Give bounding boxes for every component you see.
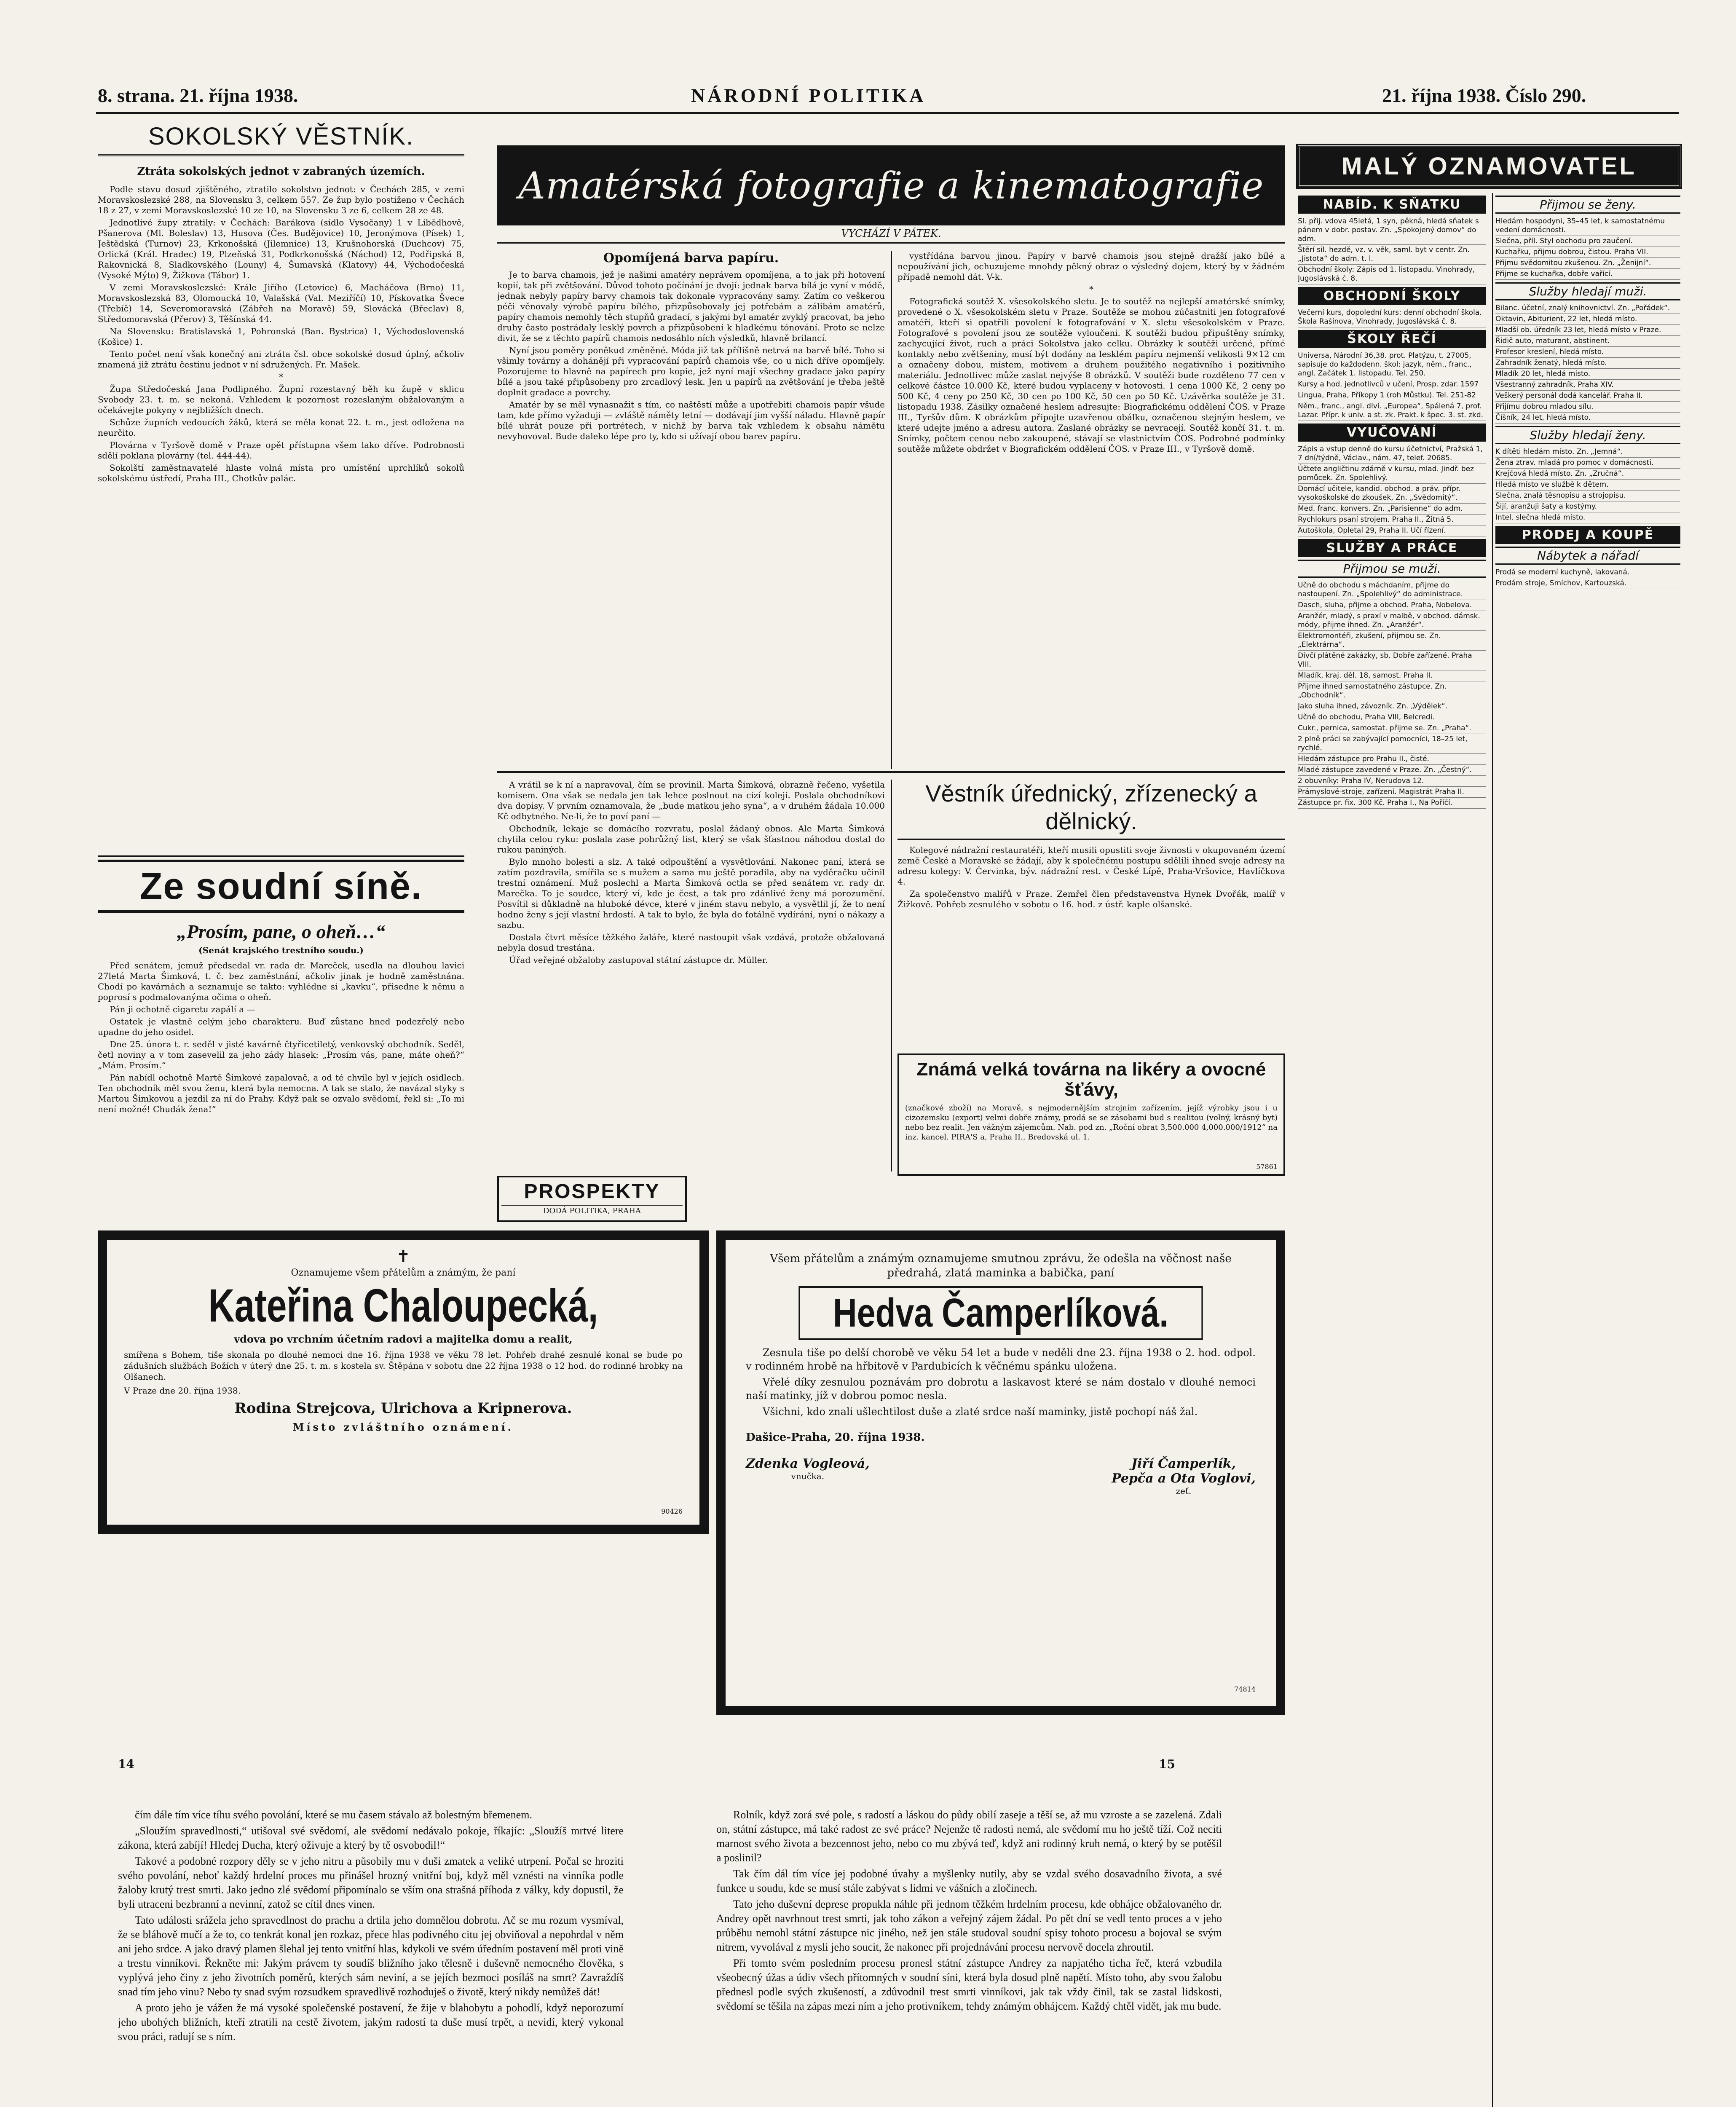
maly-section-heading: OBCHODNÍ ŠKOLY	[1298, 287, 1486, 305]
court-section	[98, 860, 464, 1171]
classified-ad: Hledá místo ve službě k dětem.	[1495, 480, 1680, 491]
obit1-name: Kateřina Chaloupecká,	[208, 1280, 598, 1332]
maly-subheading: Přijmou se muži.	[1298, 560, 1486, 578]
court-body	[98, 960, 464, 1167]
classified-ad: K dítěti hledám místo. Zn. „Jemná“.	[1495, 447, 1680, 458]
obit2-sign-right	[1112, 1456, 1256, 1496]
obit2-signatures	[746, 1456, 1256, 1496]
photo-banner-title: Amatérská fotografie a kinematografie	[518, 164, 1264, 207]
novel-page-number-right: 15	[1159, 1757, 1175, 1771]
classified-ad: Něm., franc., angl. dlví. „Europea“, Spálená 7, prof. Lazar. Přípr. k univ. a st. zk. Prakt. k špec. 3. st. zkd.	[1298, 401, 1486, 421]
photo-paragraph: Amatér by se měl vynasnažit s tím, co naštěstí může a upotřebiti chamois papír všude tam, kde přímo vyžaduji — zvláště náměty letní — dodávají jim vyšší náladu. Hlavně papír bílé uhrát pouze při portrétech, v nichž by barva tak vzhledem k obsahu námětu nevyhovoval. Bude daleko lépe pro ty, kdo si užívají obou barev papíru.	[497, 399, 885, 441]
photo-article-title: Opomíjená barva papíru.	[603, 251, 779, 265]
classified-ad: Veškerý personál dodá kancelář. Praha II.	[1495, 391, 1680, 402]
photo-paragraph: Je to barva chamois, jež je našimi amatéry neprávem opomíjena, a to jak při hotovení kopií, tak při zvětšování. Důvod tohoto počínání je dvojí: jednak barva bílá je vyní v módě, jednak nebyly papíry barvy chamois tak dokonale vypracovány samy. Zatím co veškerou péči věnovaly výrobě papíru bílého, přizpůsobovaly jej potřebám a zálibám amatérů, papíry chamois nemohly těch stupňů gradací, s jakými byl amatér zvyklý pracovat, ba jeho druhy často postrádaly lesklý povrch a přizpůsobení k hladkému tónování. Proto se nelze divit, že se z těchto papírů chamois nedosáhlo ních výsledků, hlavně brilancí.	[497, 270, 885, 343]
classified-ad: Zápis a vstup denně do kursu účetnictví, Pražská 1, 7 dní/týdně, Václav., nám. 47, telef. 20685.	[1298, 444, 1486, 464]
sokol-paragraph: Plovárna v Tyršově domě v Praze opět přístupna všem lako dříve. Podrobnosti sdělí poklana plovárny (tel. 444-44).	[98, 440, 464, 461]
classified-ad: Prodám stroje, Smíchov, Kartouzská.	[1495, 578, 1680, 589]
classified-ad: Slečna, příl. Styl obchodu pro zaučení.	[1495, 236, 1680, 247]
obit2-sign-right-name2: Pepča a Ota Voglovi,	[1112, 1471, 1256, 1486]
novel-paragraph: Tato události srážela jeho spravedlnost do prachu a drtila jeho domnělou dobrotu. Ač se mu rozum vysmíval, že se bláhově mučí a že to, co tenkrát konal jen rozkaz, přece hlas podivného citu jej obviňoval a nepohrdal v něm ani jeho srdce. A jako dravý plamen šlehal jej tento vnitřní hlas, kdykoli ve svém úředním postavení měl proti vině a trestu vinníkovi. Řekněte mi: Jakým právem ty soudíš bližního jako tělesně i duševně nemocného člověka, s vyplývá jeho činy z jeho životních poměrů, kterých sám neviní, a se jejích bezmoci posíláš na smrt? Zavraždíš snad tím jeho vinu? Nebo ty snad svým rozsudkem spravedlivě rozhoduješ o životě, který nikdy nemůžeš dát!	[118, 1914, 624, 1998]
maly-subheading: Nábytek a nářadí	[1495, 547, 1680, 565]
vestnik-body	[897, 845, 1285, 1022]
classified-ad: Cukr., pernica, samostat. přijme se. Zn. „Praha“.	[1298, 723, 1486, 734]
classified-ad: Mladé zástupce zavedené v Praze. Zn. „Čestný“.	[1298, 765, 1486, 776]
maly-title: MALÝ OZNAMOVATEL	[1298, 145, 1680, 187]
sokol-body	[98, 184, 464, 783]
classified-ad: Mladší ob. úředník 23 let, hledá místo v Praze.	[1495, 325, 1680, 336]
obituary-chaloupecka	[98, 1230, 709, 1534]
photo-col-right	[897, 251, 1285, 765]
vestnik-section	[897, 780, 1285, 1049]
obituary-camperlikova	[716, 1230, 1285, 1715]
sokol-paragraph: Sokolští zaměstnavatelé hlaste volná místa pro umístění uprchlíků sokolů sokolskému ústředí, Praha III., Chotkův palác.	[98, 463, 464, 483]
classified-ad: Přijme ihned samostatného zástupce. Zn. „Obchodník“.	[1298, 681, 1486, 701]
maly-column-a	[1298, 193, 1486, 2107]
obit2-text1: Zesnula tiše po delší chorobě ve věku 54 let a bude v neděli dne 23. října 1938 o 2. hod. odpol. v rodinném hrobě na hřbitově v Pardubicích k věčnému spánku uložena.	[746, 1347, 1256, 1372]
obit2-sign-left-role: vnučka.	[791, 1471, 825, 1481]
obit2-sign-left	[746, 1456, 870, 1496]
maly-subheading: Služby hledají ženy.	[1495, 426, 1680, 444]
obit2-text3: Všichni, kdo znali ušlechtilost duše a zlaté srdce naší maminky, jistě pochopí náš žal.	[763, 1406, 1198, 1418]
court-paragraph: Pán ji ochotně cigaretu zapálí a —	[110, 1004, 255, 1014]
obit1-footer: Místo zvláštního oznámení.	[292, 1421, 514, 1433]
sokol-paragraph: Tento počet není však konečný ani ztráta čsl. obce sokolské dosud úplný, ačkoliv znamená již ztrátu čestinu jednot v ní sdružených. Fr. Mašek.	[98, 349, 464, 370]
maly-column-b	[1492, 193, 1680, 2107]
classified-ad: Přijme se kuchařka, dobře vařící.	[1495, 269, 1680, 280]
court-paragraph: Před senátem, jemuž předsedal vr. rada dr. Mareček, usedla na dlouhou lavici 27letá Marta Šimková, t. č. bez zaměstnání, ačkoliv jinak je hodně zaměstnána. Chodí po kavárnách a seznamuje se takto: vyhlédne si „kavku“, přisedne k němu a poprosí s podmalovanýma očima o oheň.	[98, 960, 464, 1002]
classified-ad: Aranžér, mladý, s praxí v malbě, v obchod. dámsk. módy, přijme ihned. Zn. „Aranžér“.	[1298, 611, 1486, 631]
obit2-code: 74814	[1234, 1685, 1256, 1693]
obit1-family: Rodina Strejcova, Ulrichova a Kripnerova.	[234, 1400, 572, 1417]
header-rule	[96, 112, 1679, 114]
classified-ad: Učně do obchodu s máchdaním, přijme do nastoupení. Zn. „Spolehlivý“ do administrace.	[1298, 580, 1486, 600]
obit1-text: smířena s Bohem, tiše skonala po dlouhé nemoci dne 16. října 1938 ve věku 78 let. Pohřeb drahé zesnulé konal se bude po zádušních službách Božích v úterý dne 25. t. m. s kostela sv. Štěpána v sobotu dne 22 října 1938 o 12 hod. do rodinné hrobky na Olšanech.	[124, 1350, 683, 1382]
maly-subheading: Služby hledají muži.	[1495, 282, 1680, 300]
court-paragraph: Pán nabídl ochotně Martě Šimkové zapalovač, a od té chvíle byl v jejích osidlech. Ten obchodník měl svou ženu, která byla nemocna. A tak se stalo, že navázal styky s Martou Šimkovou a jezdil za ní do Prahy. Když pak se ozvalo svědomí, řekl si: „To mi není možné! Chudák žena!“	[98, 1072, 464, 1114]
obit1-place: V Praze dne 20. října 1938.	[124, 1386, 241, 1396]
novel-paragraph: Takové a podobné rozpory děly se v jeho nitru a působily mu v duši zmatek a veliké utrpení. Počal se hroziti svého povolání, neboť každý hrdelní proces mu přinášel hrozný vnitřní boj, když měl vznésti na vinníka podle žaloby krutý trest smrti. Jako jedno zlé svědomí připomínalo se vším ona strašná příhoda z války, kdy dopustil, že byli utraceni bezbranní a nevinní, zatož se cítil dnes vinen.	[118, 1855, 624, 1910]
prospekty-sub: DODÁ POLITIKA, PRAHA	[501, 1205, 683, 1215]
obit1-cross: ✝	[396, 1247, 410, 1266]
prospekty-title: PROSPEKTY	[524, 1180, 660, 1203]
classified-ad: Zahradník ženatý, hledá místo.	[1495, 358, 1680, 369]
classified-ad: 2 obuvníky: Praha IV, Nerudova 12.	[1298, 776, 1486, 787]
classified-ad: Rychlokurs psaní strojem. Praha II., Žitná 5.	[1298, 515, 1486, 525]
classified-ad: Elektromontéři, zkušení, přijmou se. Zn. „Elektrárna“.	[1298, 631, 1486, 651]
classified-ad: Řidič auto, maturant, abstinent.	[1495, 336, 1680, 347]
classified-ad: Mladík, kraj. děl. 18, samost. Praha II.	[1298, 670, 1486, 681]
classified-ad: Všestranný zahradník, Praha XIV.	[1495, 380, 1680, 391]
novel-paragraph: Tato jeho duševní deprese propukla náhle při jednom těžkém hrdelním procesu, kde obhájce obžalovaného dr. Andrey opět navrhnout trest smrti, jak toho zákon a veřejný zájem žádal. Po pět dní se vedl tento proces a v jeho průběhu nemohl státní zástupce nic jiného, než jen stále studoval soudní spisy tohoto procesu a bojoval se svým nitrem, vyvolával z mysli jeho soucit, že nakonec při projednávání procesu nervově docela zhroutil.	[716, 1898, 1222, 1953]
court-subtitle: (Senát krajského trestního soudu.)	[198, 945, 364, 955]
maly-section-heading: NABÍD. K SŇATKU	[1298, 196, 1486, 214]
novel-paragraph: Při tomto svém posledním procesu pronesl státní zástupce Andrey za napjatého ticha řeč, která vzbudila všeobecný úžas a údiv všech přítomných v soudní síni, která byla dosud plně napětí. Místo toho, aby svou žalobu přednesl podle svých zkušeností, a zdůvodnil trest smrti vinníkovi, jak tak vždy činil, tak se zastal lidskosti, svědomí se těšila na zápas mezi ním a jeho protivníkem, tehdy známým obhájcem. Každý chtěl vidět, jak mu bude.	[716, 1957, 1222, 2012]
novel-right-column	[716, 1808, 1222, 2107]
classified-ad: Sl. přij. vdova 45letá, 1 syn, pěkná, hledá sňatek s pánem v dobr. postav. Zn. „Spokojený domov“ do adm.	[1298, 216, 1486, 245]
vestnik-title: Věstník úřednický, zřízenecký a dělnický.	[897, 780, 1285, 840]
sokol-section	[98, 122, 464, 851]
maly-section-heading: SLUŽBY A PRÁCE	[1298, 539, 1486, 557]
classified-ad: Hledám hospodyni, 35–45 let, k samostatnému vedení domácnosti.	[1495, 216, 1680, 236]
sokol-paragraph: Na Slovensku: Bratislavská 1, Pohronská (Ban. Bystrica) 1, Východoslovenská (Košice) 1.	[98, 326, 464, 347]
classified-ad: Kursy a hod. jednotlivců v učení, Prosp. zdar. 1597	[1298, 379, 1486, 390]
factory-title: Známá velká továrna na likéry a ovocné šťávy,	[916, 1059, 1266, 1100]
sokol-title: SOKOLSKÝ VĚSTNÍK.	[98, 122, 464, 156]
sokol-paragraph: V zemi Moravskoslezské: Krále Jiřího (Letovice) 6, Macháčova (Brno) 11, Moravskoslezská 83, Olomoucká 10, Valašská (Val. Meziříčí) 10, Pískovatka Švece (Třebíč) 14, Severomoravská (Zábřeh na Moravě) 59, Slovácká (Břeclav) 8, Středomoravská (Přerov) 3, Těšínská 44.	[98, 282, 464, 324]
classified-ad: Domácí učitele, kandid. obchod. a práv. přípr. vysokoškolské do zkoušek, Zn. „Svědomitý“.	[1298, 484, 1486, 504]
obit2-text2: Vřelé díky zesnulou poznávám pro dobrotu a laskavost které se nám dostalo v dlouhé nemoci naší matinky, jíž v dobrou pomoc nesla.	[746, 1376, 1256, 1402]
classified-ad: Obchodní školy: Zápis od 1. listopadu. Vinohrady, Jugoslávská č. 8.	[1298, 265, 1486, 284]
sokol-paragraph: Jednotlivé župy ztratily: v Čechách: Barákova (sídlo Vysočany) 1 v Libědhově, Pšanerova (Ml. Boleslav) 13, Husova (Čes. Budějovice) 10, Jeronýmova (Písek) 1, Ještědská (Turnov) 23, Krkonošská (Jilemnice) 13, Krušnohorská (Duchcov) 75, Orlická (Král. Hradec) 19, Plzeňská 31, Podkrkonošská (Náchod) 12, Podřipská 8, Rakovnická 8, Sladkovského (Louny) 4, Šumavská (Klatovy) 44, Východočeská (Vysoké Mýto) 9, Žižkova (Tábor) 1.	[98, 217, 464, 280]
vestnik-item: Kolegové nádražní restauratéři, kteří musili opustiti svoje živnosti v okupovaném území země České a Moravské se žádají, aby k společnému postupu sdělili ihned svoje adresy na adresu kolegy: V. Červinka, býv. nádražní rest. v České Lípě, Praha-Vršovice, Havlíčkova 4.	[897, 845, 1285, 887]
novel-left-column	[118, 1808, 624, 2107]
classified-ad: Učně do obchodu, Praha VIII, Belcredi.	[1298, 712, 1486, 723]
photo-paragraph: vystřídána barvou jinou. Papíry v barvě chamois jsou stejně dražší jako bílé a nepoužívání jich, ochuzujeme mnohdy pěkný obraz o výsledný dojem, který by v žádném případě nemohl dát. V-k.	[897, 251, 1285, 282]
classified-ad: Autoškola, Opletal 29, Praha II. Učí řízení.	[1298, 525, 1486, 536]
court-section-title: Ze soudní síně.	[98, 860, 464, 913]
classified-ad: Lingua, Praha, Příkopy 1 (roh Můstku). Tel. 251-82	[1298, 390, 1486, 401]
classified-ad: Med. franc. konvers. Zn. „Parisienne“ do adm.	[1298, 504, 1486, 515]
photo-banner	[497, 145, 1285, 225]
photo-paragraph: Fotografická soutěž X. všesokolského sletu. Je to soutěž na nejlepší amatérské snímky, provedené o X. všesokolském sletu v Praze. Soutěže se mohou zúčastniti jen fotografové amatéři, kteří si opatřili povolení k fotografování v X. sletu všesokolském v Praze. Fotografové s povolení jsou ze soutěže vyloučeni. K soutěži budou připuštěny snímky, zachycující život, ruch a práci Sokolstva jako celku. Obrázky k soutěži určené, přímé kontakty nebo zvětšeniny, musí být dodány na lesklém papíru nejmenší velikosti 9×12 cm a označeny dobou, místem, motivem a druhem použitého negativního i pozitivního materiálu. Jednotlivec může zaslat nejvýše 8 obrázků. V soutěži bude rozděleno 77 cen v celkové částce 10.000 Kč, které budou vyplaceny v hotovosti. 1 cena 1000 Kč, 2 ceny po 500 Kč, 4 ceny po 250 Kč, 30 cen po 100 Kč, 50 cen po 50 Kč. Uzávěrka soutěže je 31. listopadu 1938. Zásilky označené heslem adresujte: Biografickému oddělení ČOS. v Praze III., Tyršův dům. K obrázkům připojte uzavřenou obálku, označenou stejným heslem, ve které udejte jméno a adresu autora. Zaslané obrázky se nevracejí. Soutěž končí 31. t. m. Snímky, počtem cenou nebo zakoupené, stávají se vlastnictvím ČOS. Podrobné podmínky soutěže můžete obdržet v Biografickém oddělení ČOS. v Praze III., v Tyršově domě.	[897, 296, 1285, 454]
classified-ad: Šijí, aranžuji šaty a kostýmy.	[1495, 501, 1680, 512]
photo-bottom-rule	[497, 771, 1285, 773]
obit2-name: Hedva Čamperlíková.	[798, 1286, 1203, 1340]
obit2-sign-right-role: zeť.	[1176, 1486, 1192, 1496]
obit2-place: Dašice-Praha, 20. října 1938.	[746, 1431, 925, 1444]
classified-ad: Večerní kurs, dopolední kurs: denní obchodní škola. Škola Rašínova, Vinohrady, Jugoslávská č. 8.	[1298, 308, 1486, 327]
classified-ad: Štěrí sil. hezdě, vz. v. věk, saml. byt v centr. Zn. „Jistota“ do adm. t. l.	[1298, 245, 1486, 265]
photo-paragraph: Nyní jsou poměry poněkud změněné. Móda již tak přílišně netrvá na barvě bílé. Toho si všimly továrny a dohánějí při vypracování papírů chamois vše, co u nich dříve opomíjely. Pozorujeme to hlavně na papírech pro kopie, jež nyní mají všechny gradace jako papíry bílé a jsou také připůsobeny pro zrcadlový lesk. Jen u papírů na zvětšování je třeba ještě doplnit gradace a povrchy.	[497, 345, 885, 397]
photo-col-divider	[891, 251, 892, 769]
classified-ad: Profesor kreslení, hledá místo.	[1495, 347, 1680, 358]
classified-ad: Intel. slečna hledá místo.	[1495, 512, 1680, 523]
factory-ad	[897, 1054, 1285, 1176]
classified-ad: Kuchařku, přijmu dobrou, čistou. Praha VII.	[1495, 247, 1680, 258]
story-paragraph: A vrátil se k ní a napravoval, čím se provinil. Marta Šimková, obrazně řečeno, vyšetila komisem. Ona však se nedala jen tak lehce poslnout na cizí koleji. Poslala obchodníkovi dva dopisy. V prvním oznamovala, že „bude matkou jeho syna“, a v druhém žádala 10.000 Kč odbytného. Ne-li, že to poví paní —	[497, 780, 885, 821]
maly-oznamovatel	[1298, 145, 1680, 2107]
middle-story	[497, 780, 885, 1171]
novel-page-number-left: 14	[118, 1757, 134, 1771]
classified-ad: Hledám zástupce pro Prahu II., čisté.	[1298, 754, 1486, 765]
classified-ad: Přijímu dobrou mladou sílu.	[1495, 402, 1680, 413]
classified-ad: Žena ztrav. mladá pro pomoc v domácnosti.	[1495, 458, 1680, 469]
court-title: „Prosím, pane, o oheň…“	[177, 921, 386, 942]
classified-ad: Prodá se moderní kuchyně, lakovaná.	[1495, 567, 1680, 578]
obit2-sign-left-name: Zdenka Vogleová,	[746, 1456, 870, 1471]
obit1-line1: vdova po vrchním účetním radovi a majitelka domu a realit,	[234, 1333, 573, 1345]
vestnik-item: Za společenstvo malířů v Praze. Zemřel člen představenstva Hynek Dvořák, malíř v Žižkově. Pohřeb zesnulého v sobotu o 16. hod. z ústř. kaple olšanské.	[897, 889, 1285, 909]
photo-paragraph: *	[1089, 284, 1093, 294]
maly-subheading: Přijmou se ženy.	[1495, 196, 1680, 214]
sokol-subtitle: Ztráta sokolských jednot v zabraných územích.	[137, 165, 425, 178]
classified-ad: Universa, Národní 36,38. prot. Platýzu, t. 27005, sapisuje do každodenn. škol: jazyk, něm., franc., angl. Začátek 1. listopadu. Tel. 250.	[1298, 351, 1486, 379]
factory-code: 57861	[1256, 1163, 1278, 1171]
page-header-left: 8. strana. 21. října 1938.	[98, 85, 298, 106]
photo-col-left	[497, 270, 885, 763]
classified-ad: Oktavin, Abiturient, 22 let, hledá místo.	[1495, 314, 1680, 325]
sokol-paragraph: *	[279, 372, 283, 382]
classified-ad: Dívčí plátěné zakázky, sb. Dobře zařízené. Praha VIII.	[1298, 651, 1486, 670]
classified-ad: Prámyslové-stroje, zařízení. Magistrát Praha II.	[1298, 787, 1486, 798]
classified-ad: Účtete angličtinu zdárně v kursu, mlad. Jindř. bez pomůcek. Zn. Spolehlivý.	[1298, 464, 1486, 484]
prospekty-ad	[497, 1176, 687, 1222]
story-paragraph: Dostala čtvrt měsíce těžkého žaláře, které nastoupit však vzdává, protože obžalovaná nebyla dosud trestána.	[497, 932, 885, 953]
court-paragraph: Dne 25. února t. r. seděl v jisté kavárně čtyřicetiletý, venkovský obchodník. Seděl, četl noviny a v tom zasevelil za jeho zády hlasek: „Prosím vás, pane, máte oheň?“ „Mám. Prosím.“	[98, 1039, 464, 1070]
obit1-code: 90426	[661, 1507, 683, 1515]
story-paragraph: Úřad veřejné obžaloby zastupoval státní zástupce dr. Müller.	[509, 955, 768, 965]
obit1-pre: Oznamujeme všem přátelům a známým, že paní	[291, 1268, 516, 1278]
photo-subhead-rule	[497, 242, 1285, 244]
maly-section-heading: ŠKOLY ŘEČÍ	[1298, 330, 1486, 348]
page-header-right: 21. října 1938. Číslo 290.	[1382, 85, 1586, 106]
sokol-divider	[98, 855, 464, 857]
court-paragraph: Ostatek je vlastně celým jeho charakteru. Buď zůstane hned podezřelý nebo upadne do jeho osidel.	[98, 1016, 464, 1037]
photo-subhead: VYCHÁZÍ V PÁTEK.	[841, 228, 941, 239]
novel-paragraph: „Sloužím spravedlnosti,“ utišoval své svědomí, ale svědomí nedávalo pokoje, říkajíc: „Sloužíš mrtvé litere zákona, která zabíjí! Hledej Ducha, který oživuje a který by tě osvobodil!“	[118, 1825, 624, 1851]
classified-ad: Číšník, 24 let, hledá místo.	[1495, 413, 1680, 424]
classified-ad: Krejčová hledá místo. Zn. „Zručná“.	[1495, 469, 1680, 480]
sokol-paragraph: Podle stavu dosud zjištěného, ztratilo sokolstvo jednot: v Čechách 285, v zemi Moravskoslezské 288, na Slovensku 3, celkem 557. Ze žup bylo postiženo v Čechách 18 z 27, v zemi Moravskoslezské 10 ze 10, na Slovensku 3 ze 6, celkem 28 ze 48.	[98, 184, 464, 215]
classified-ad: Bilanc. účetní, znalý knihovnictví. Zn. „Pořádek“.	[1495, 303, 1680, 314]
classified-ad: Mladík 20 let, hledá místo.	[1495, 369, 1680, 380]
novel-paragraph: Rolník, když zorá své pole, s radostí a láskou do půdy obilí zaseje a těší se, až mu vzroste a se zazelená. Zdali on, státní zástupce, má také radost ze své práce? Nejenže tě radosti nemá, ale svědomí mu ho ještě tíží. Což neciti marnost svého života a bezcennost jeho, nebo co mu zbývá teď, když ani rodinný kruh nemá, o který by se potěšil a poslinil?	[716, 1809, 1222, 1864]
masthead: NÁRODNÍ POLITIKA	[691, 85, 926, 106]
maly-section-heading: PRODEJ A KOUPĚ	[1495, 526, 1680, 544]
classified-ad: Jako sluha ihned, závozník. Zn. „Výdělek“.	[1298, 701, 1486, 712]
obit2-sign-right-name1: Jiří Čamperlík,	[1131, 1456, 1236, 1471]
obit2-pre: Všem přátelům a známým oznamujeme smutnou zprávu, že odešla na věčnost naše předrahá, zlatá maminka a babička, paní	[770, 1252, 1232, 1279]
sokol-paragraph: Župa Středočeská Jana Podlipného. Župní rozestavný běh ku župě v sklicu Svobody 23. t. m. se nekoná. Vzhledem k pozornost rozeslaným obžalovaným a očekávejte pokyny v nejbližších dnech.	[98, 384, 464, 415]
sokol-paragraph: Schůze župních vedoucích žáků, která se měla konat 22. t. m., jest odložena na neurčito.	[98, 417, 464, 438]
classified-ad: Slečna, znalá těsnopisu a strojopisu.	[1495, 491, 1680, 501]
factory-text: (značkové zboží) na Moravě, s nejmodernějším strojním zařízením, jejíž výrobky jsou i u cizozemsku (export) velmi dobře známy, prodá se se zásobami bud s realitou (volný, krásný byt) nebo bez realit. Jen vážným zájemcům. Nab. pod zn. „Roční obrat 3,500.000 4,000.000/1912“ na inz. kancel. PIRA'S a, Praha II., Bredovská ul. 1.	[905, 1104, 1278, 1142]
classified-ad: Dasch, sluha, přijme a obchod. Praha, Nobelova.	[1298, 600, 1486, 611]
classified-ad: 2 plně práci se zabývající pomocníci, 18–25 let, rychlé.	[1298, 734, 1486, 754]
novel-paragraph: A proto jeho je vážen že má vysoké společenské postavení, že žije v blahobytu a pohodlí, když neporozumí jeho ubohých bližních, kteří ztratili na cestě životem, jakým radostí ta duše musí trpět, a nevidí, který vykonal svou práci, radují se s ním.	[118, 2002, 624, 2043]
story-paragraph: Obchodník, lekaje se domácího rozvratu, poslal žádaný obnos. Ale Marta Šimková chytila celou ryku: poslala zase pohrůžný list, který se však šťastnou náhodou dostal do rukou paniných.	[497, 823, 885, 855]
classified-ad: Zástupce pr. fix. 300 Kč. Praha I., Na Poříčí.	[1298, 798, 1486, 809]
classified-ad: Přijmu svědomitou zkušenou. Zn. „Ženijní“.	[1495, 258, 1680, 269]
maly-columns	[1298, 193, 1680, 2107]
maly-section-heading: VYUČOVÁNÍ	[1298, 424, 1486, 442]
story-paragraph: Bylo mnoho bolesti a slz. A také odpouštění a vysvětlování. Nakonec paní, která se zatím pozdravila, smířila se s mužem a sama mu ještě poradila, aby na vyděračku učinil trestní oznámení. Muž poslechl a Marta Šimková octla se před senátem vr. rady dr. Marečka. To je soudce, který ví, kde je čest, a tak pro zdánlivé ženy má porozumění. Posvítil si důkladně na hluboké dévce, které v jiném stavu nebylo, a vysvětlil jí, že to není hodno ženy s její vlastní hrdostí. A tak to bylo, že byla do ťotálně vydírání, nyní o nákazy a sazbu.	[497, 857, 885, 930]
middle-vertical-rule	[891, 780, 892, 1171]
novel-paragraph: čím dále tím více tíhu svého povolání, které se mu časem stávalo až bolestným břemenem.	[135, 1809, 532, 1821]
novel-paragraph: Tak čím dál tím více jej podobné úvahy a myšlenky nutily, aby se vzdal svého dosavadního života, a své funkce u soudu, kde se musí stále zabývat s lidmi ve vášních a zločinech.	[716, 1868, 1222, 1894]
